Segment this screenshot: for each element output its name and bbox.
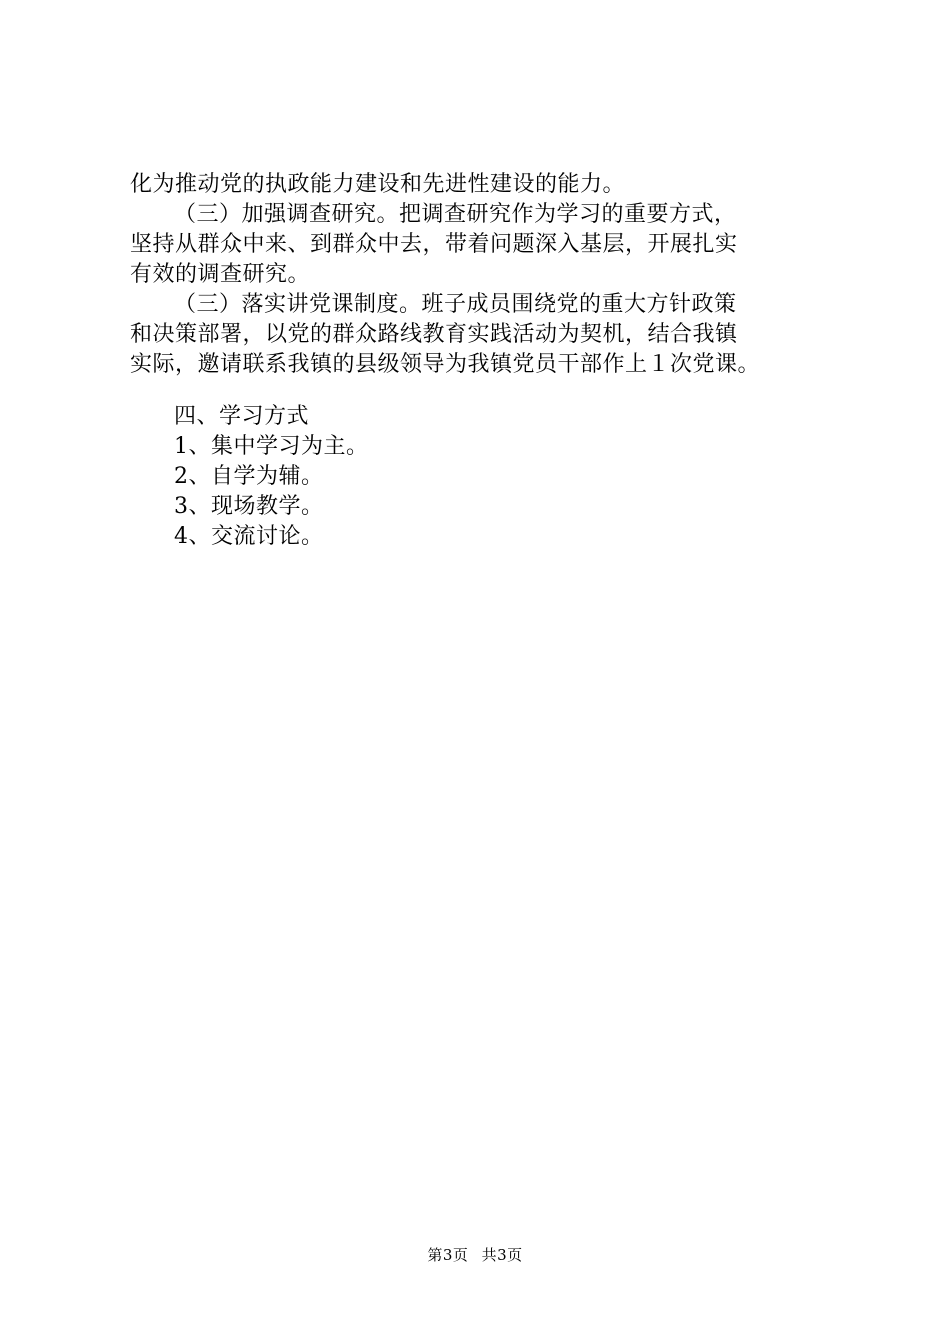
text-line: （三）落实讲党课制度。班子成员围绕党的重大方针政策 — [174, 292, 737, 317]
document-body — [130, 170, 850, 552]
list-item: 2、自学为辅。 — [174, 464, 324, 489]
section-heading: 四、学习方式 — [174, 404, 310, 429]
text-line: 化为推动党的执政能力建设和先进性建设的能力。 — [130, 172, 626, 197]
paragraph-research — [130, 200, 850, 290]
list-item: 3、现场教学。 — [174, 494, 324, 519]
text-line: 和决策部署，以党的群众路线教育实践活动为契机，结合我镇 — [130, 322, 738, 347]
text-line: 有效的调查研究。 — [130, 262, 311, 287]
paragraph-party-lecture — [130, 290, 850, 380]
text-line: 实际，邀请联系我镇的县级领导为我镇党员干部作上１次党课。 — [130, 352, 761, 377]
text-line: （三）加强调查研究。把调查研究作为学习的重要方式， — [174, 202, 737, 227]
text-line: 坚持从群众中来、到群众中去，带着问题深入基层，开展扎实 — [130, 232, 738, 257]
paragraph-spacer — [130, 380, 850, 402]
page-number: 第3页 — [427, 1246, 469, 1264]
paragraph-continuation — [130, 170, 850, 200]
list-item: 4、交流讨论。 — [174, 524, 324, 549]
section-study-methods — [130, 402, 850, 552]
list-item: 1、集中学习为主。 — [174, 434, 369, 459]
page-total: 共3页 — [481, 1246, 523, 1264]
page-footer — [0, 1244, 950, 1265]
